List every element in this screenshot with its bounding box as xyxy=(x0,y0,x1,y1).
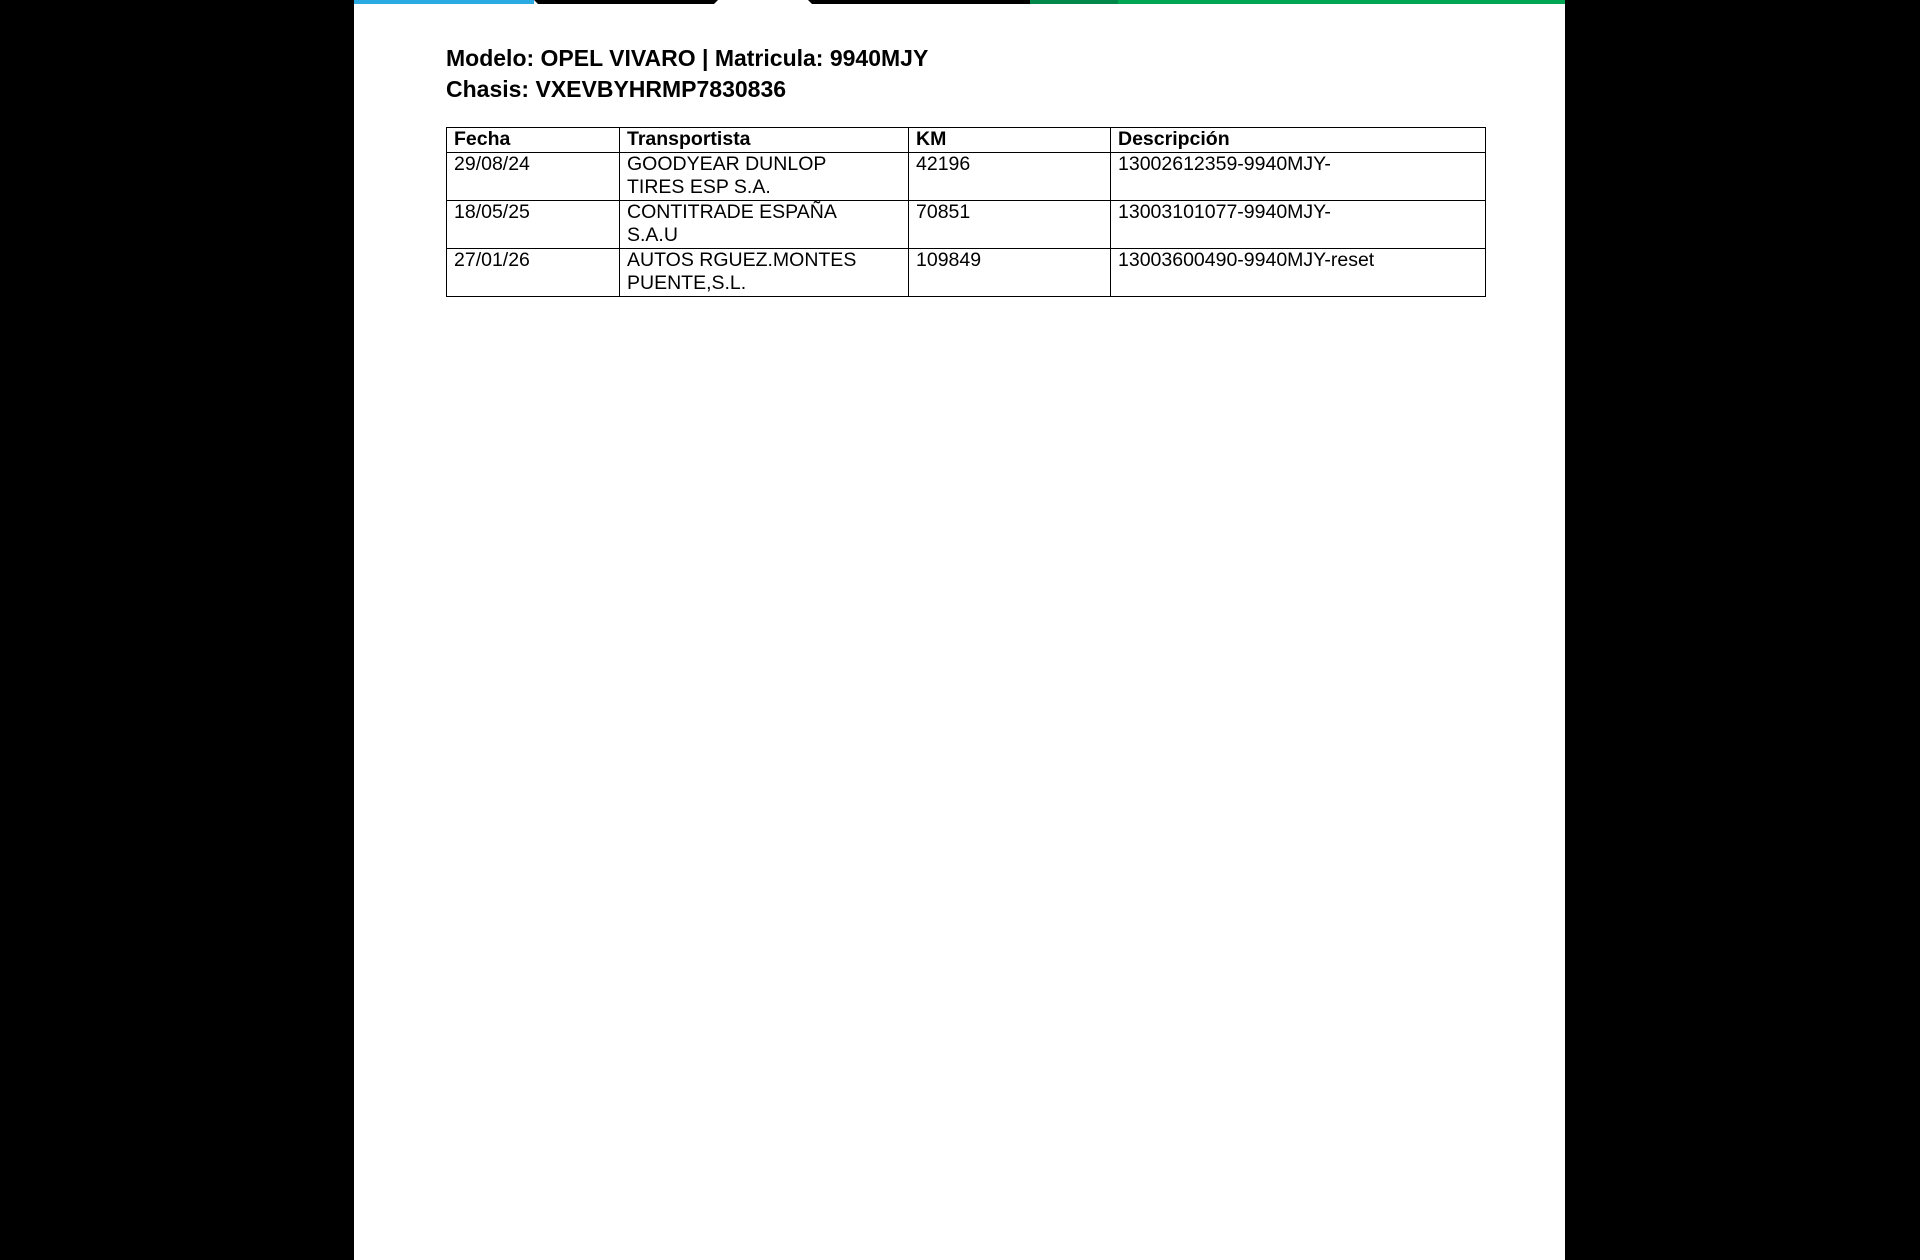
stripe-segment-darkgreen xyxy=(1030,0,1118,4)
chassis-line: Chasis: VXEVBYHRMP7830836 xyxy=(446,76,787,102)
cell-fecha: 18/05/25 xyxy=(447,200,620,248)
cell-transportista xyxy=(620,248,909,296)
transportista-line: CONTITRADE ESPAÑA xyxy=(627,200,837,223)
transportista-line: TIRES ESP S.A. xyxy=(627,176,771,198)
table-row xyxy=(447,200,1486,248)
cell-fecha: 29/08/24 xyxy=(447,152,620,200)
cell-km: 109849 xyxy=(909,248,1111,296)
cell-descripcion: 13002612359-9940MJY- xyxy=(1111,152,1486,200)
table-row xyxy=(447,248,1486,296)
cell-descripcion: 13003101077-9940MJY- xyxy=(1111,200,1486,248)
stripe-segment-blue xyxy=(354,0,534,4)
transportista-line: GOODYEAR DUNLOP xyxy=(627,152,827,175)
header-km: KM xyxy=(909,128,1111,153)
header-transportista: Transportista xyxy=(620,128,909,153)
cell-km: 70851 xyxy=(909,200,1111,248)
cell-transportista xyxy=(620,200,909,248)
transportista-line: AUTOS RGUEZ.MONTES xyxy=(627,248,857,271)
vehicle-heading xyxy=(446,43,928,105)
cell-km: 42196 xyxy=(909,152,1111,200)
header-fecha: Fecha xyxy=(447,128,620,153)
stripe-segment-green xyxy=(1118,0,1565,4)
transportista-line: S.A.U xyxy=(627,224,678,246)
table-header-row xyxy=(447,128,1486,153)
transportista-line: PUENTE,S.L. xyxy=(627,272,747,294)
cell-transportista xyxy=(620,152,909,200)
table-row xyxy=(447,152,1486,200)
header-descripcion: Descripción xyxy=(1111,128,1486,153)
stripe-segment-black-1 xyxy=(534,0,718,4)
brand-color-stripe xyxy=(354,0,1565,4)
document-page xyxy=(354,0,1565,1260)
model-plate-line: Modelo: OPEL VIVARO | Matricula: 9940MJY xyxy=(446,45,929,71)
stripe-segment-black-2 xyxy=(808,0,1030,4)
maintenance-history-table xyxy=(446,127,1486,297)
cell-fecha: 27/01/26 xyxy=(447,248,620,296)
cell-descripcion: 13003600490-9940MJY-reset xyxy=(1111,248,1486,296)
